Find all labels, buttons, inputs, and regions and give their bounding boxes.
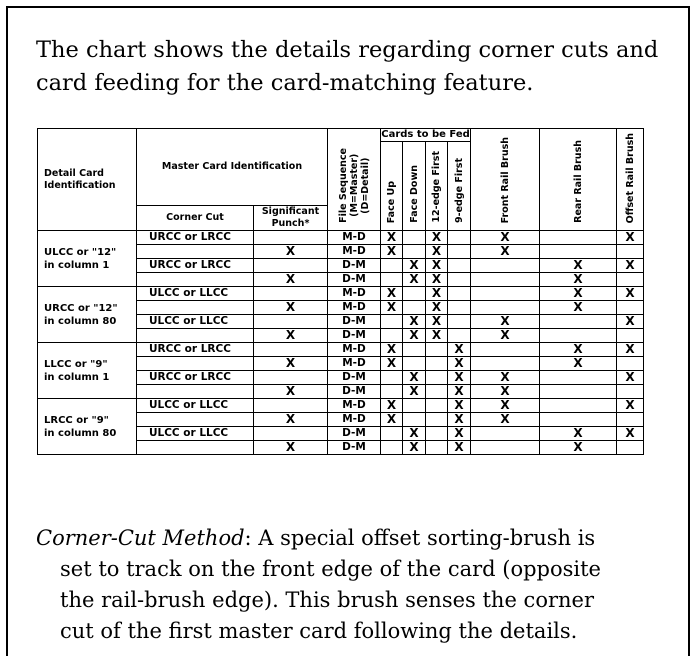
detail-identification-text: ULCC or "12" — [44, 246, 117, 258]
nine-edge-cell — [448, 301, 471, 315]
detail-identification-text: in column 1 — [44, 259, 110, 271]
face-down-cell: X — [403, 385, 426, 399]
detail-identification-text: in column 1 — [44, 371, 110, 383]
file-sequence-cell: M-D — [328, 413, 381, 427]
detail-card-header — [38, 129, 137, 231]
detail-identification-text: LRCC or "9" — [44, 414, 109, 426]
offset-rail-cell — [617, 245, 644, 259]
header-text: File Sequence — [337, 148, 349, 223]
nine-edge-cell: X — [448, 427, 471, 441]
rear-rail-cell: X — [540, 301, 617, 315]
twelve-edge-cell: X — [426, 231, 448, 245]
nine-edge-cell — [448, 329, 471, 343]
front-rail-cell — [471, 343, 540, 357]
punch-cell: X — [254, 245, 328, 259]
paragraph-line: cut of the first master card following the details. — [60, 619, 578, 643]
corner-cut-cell — [137, 357, 254, 371]
face-up-cell: X — [381, 413, 403, 427]
document-page — [6, 6, 690, 656]
rear-rail-cell — [540, 399, 617, 413]
header-text: Punch* — [271, 218, 310, 229]
face-down-cell: X — [403, 441, 426, 455]
rear-rail-cell — [540, 245, 617, 259]
twelve-edge-cell: X — [426, 273, 448, 287]
front-rail-cell: X — [471, 245, 540, 259]
twelve-edge-cell — [426, 441, 448, 455]
corner-cut-header: Corner Cut — [137, 206, 254, 231]
face-up-cell — [381, 329, 403, 343]
header-text: Significant — [261, 206, 320, 217]
corner-cut-cell — [137, 245, 254, 259]
face-down-cell: X — [403, 427, 426, 441]
nine-edge-cell: X — [448, 399, 471, 413]
master-card-header: Master Card Identification — [137, 129, 328, 206]
front-rail-cell: X — [471, 231, 540, 245]
face-up-cell — [381, 273, 403, 287]
nine-edge-cell: X — [448, 441, 471, 455]
punch-cell: X — [254, 413, 328, 427]
paragraph-text: : A special offset sorting-brush is — [244, 526, 596, 550]
corner-cut-cell: URCC or LRCC — [137, 343, 254, 357]
corner-cut-cell — [137, 385, 254, 399]
punch-cell — [254, 259, 328, 273]
front-rail-cell: X — [471, 371, 540, 385]
file-sequence-cell: D-M — [328, 329, 381, 343]
nine-edge-cell — [448, 315, 471, 329]
front-rail-brush-header: Front Rail Brush — [471, 129, 540, 231]
detail-identification-cell — [38, 287, 137, 343]
nine-edge-cell: X — [448, 343, 471, 357]
file-sequence-cell: D-M — [328, 315, 381, 329]
face-up-cell: X — [381, 399, 403, 413]
file-sequence-header — [328, 129, 381, 231]
punch-cell: X — [254, 441, 328, 455]
face-up-cell: X — [381, 231, 403, 245]
detail-identification-text: URCC or "12" — [44, 302, 118, 314]
nine-edge-cell: X — [448, 385, 471, 399]
offset-rail-cell — [617, 273, 644, 287]
offset-rail-cell — [617, 357, 644, 371]
corner-cut-cell: ULCC or LLCC — [137, 315, 254, 329]
file-sequence-cell: M-D — [328, 399, 381, 413]
rear-rail-cell — [540, 329, 617, 343]
twelve-edge-cell: X — [426, 315, 448, 329]
table-body — [38, 129, 644, 455]
corner-cut-cell — [137, 441, 254, 455]
rear-rail-cell — [540, 385, 617, 399]
face-up-cell — [381, 385, 403, 399]
twelve-edge-cell — [426, 413, 448, 427]
rear-rail-cell: X — [540, 259, 617, 273]
corner-cut-cell: URCC or LRCC — [137, 371, 254, 385]
punch-cell — [254, 343, 328, 357]
punch-cell — [254, 427, 328, 441]
punch-cell — [254, 287, 328, 301]
offset-rail-cell — [617, 385, 644, 399]
detail-identification-cell — [38, 399, 137, 455]
file-sequence-cell: D-M — [328, 385, 381, 399]
offset-rail-cell: X — [617, 427, 644, 441]
file-sequence-cell: D-M — [328, 273, 381, 287]
twelve-edge-cell: X — [426, 259, 448, 273]
front-rail-cell — [471, 441, 540, 455]
punch-cell: X — [254, 357, 328, 371]
face-up-cell: X — [381, 287, 403, 301]
face-down-cell — [403, 245, 426, 259]
file-sequence-cell: M-D — [328, 287, 381, 301]
file-sequence-cell: M-D — [328, 343, 381, 357]
offset-rail-cell — [617, 329, 644, 343]
face-up-cell — [381, 371, 403, 385]
nine-edge-cell — [448, 273, 471, 287]
file-sequence-cell: D-M — [328, 441, 381, 455]
intro-line: card feeding for the card-matching feature. — [36, 70, 534, 96]
twelve-edge-cell: X — [426, 245, 448, 259]
twelve-edge-cell — [426, 399, 448, 413]
nine-edge-cell: X — [448, 413, 471, 427]
rear-rail-cell: X — [540, 273, 617, 287]
header-text: Identification — [44, 179, 116, 191]
front-rail-cell: X — [471, 329, 540, 343]
header-row — [38, 129, 644, 142]
face-down-cell — [403, 301, 426, 315]
cards-to-be-fed-header: Cards to be Fed — [381, 129, 470, 140]
detail-identification-cell — [38, 343, 137, 399]
twelve-edge-cell — [426, 385, 448, 399]
rear-rail-cell: X — [540, 287, 617, 301]
file-sequence-cell: M-D — [328, 231, 381, 245]
front-rail-cell — [471, 273, 540, 287]
significant-punch-header — [254, 206, 328, 231]
face-down-cell — [403, 413, 426, 427]
face-down-cell — [403, 357, 426, 371]
face-down-cell — [403, 231, 426, 245]
nine-edge-cell — [448, 245, 471, 259]
twelve-edge-cell: X — [426, 329, 448, 343]
file-sequence-cell: M-D — [328, 245, 381, 259]
offset-rail-cell: X — [617, 287, 644, 301]
rear-rail-cell — [540, 413, 617, 427]
offset-rail-cell: X — [617, 371, 644, 385]
table-row — [38, 287, 644, 301]
nine-edge-cell — [448, 287, 471, 301]
front-rail-cell — [471, 357, 540, 371]
punch-cell — [254, 371, 328, 385]
file-sequence-cell: M-D — [328, 301, 381, 315]
file-sequence-cell: M-D — [328, 357, 381, 371]
front-rail-cell: X — [471, 315, 540, 329]
nine-edge-cell — [448, 231, 471, 245]
punch-cell: X — [254, 329, 328, 343]
face-down-cell: X — [403, 259, 426, 273]
offset-rail-cell: X — [617, 259, 644, 273]
punch-cell — [254, 315, 328, 329]
rear-rail-cell: X — [540, 343, 617, 357]
twelve-edge-cell: X — [426, 301, 448, 315]
corner-cut-cell — [137, 329, 254, 343]
rear-rail-brush-header: Rear Rail Brush — [540, 129, 617, 231]
paragraph-line: the rail-brush edge). This brush senses the corner — [60, 588, 594, 612]
face-up-cell — [381, 441, 403, 455]
detail-identification-text: in column 80 — [44, 427, 117, 439]
punch-cell — [254, 231, 328, 245]
corner-cut-cell — [137, 301, 254, 315]
header-text: (D=Detail) — [359, 157, 371, 214]
file-sequence-cell: D-M — [328, 427, 381, 441]
front-rail-cell — [471, 287, 540, 301]
front-rail-cell: X — [471, 413, 540, 427]
table-row — [38, 399, 644, 413]
offset-rail-cell — [617, 301, 644, 315]
front-rail-cell — [471, 259, 540, 273]
nine-edge-cell: X — [448, 357, 471, 371]
intro-line: The chart shows the details regarding corner cuts and — [36, 37, 659, 63]
card-matching-table — [37, 128, 644, 455]
face-up-cell — [381, 427, 403, 441]
front-rail-cell: X — [471, 385, 540, 399]
corner-cut-cell: URCC or LRCC — [137, 259, 254, 273]
twelve-edge-cell — [426, 343, 448, 357]
offset-rail-cell — [617, 441, 644, 455]
offset-rail-brush-header: Offset Rail Brush — [617, 129, 644, 231]
rear-rail-cell — [540, 231, 617, 245]
face-up-header: Face Up — [381, 142, 403, 231]
face-up-cell: X — [381, 357, 403, 371]
face-down-cell: X — [403, 329, 426, 343]
table-row — [38, 231, 644, 245]
face-up-cell — [381, 315, 403, 329]
rear-rail-cell — [540, 315, 617, 329]
rear-rail-cell: X — [540, 427, 617, 441]
front-rail-cell — [471, 301, 540, 315]
nine-edge-cell: X — [448, 371, 471, 385]
punch-cell: X — [254, 301, 328, 315]
face-down-cell — [403, 399, 426, 413]
header-text: (M=Master) — [348, 153, 360, 218]
corner-cut-paragraph — [36, 523, 686, 647]
face-up-cell — [381, 259, 403, 273]
intro-paragraph — [36, 34, 686, 100]
front-rail-cell — [471, 427, 540, 441]
face-down-cell — [403, 287, 426, 301]
face-down-cell: X — [403, 371, 426, 385]
offset-rail-cell — [617, 413, 644, 427]
nine-edge-cell — [448, 259, 471, 273]
twelve-edge-cell — [426, 427, 448, 441]
face-up-cell: X — [381, 245, 403, 259]
twelve-edge-cell — [426, 357, 448, 371]
corner-cut-cell: ULCC or LLCC — [137, 399, 254, 413]
punch-cell — [254, 399, 328, 413]
twelve-edge-cell — [426, 371, 448, 385]
file-sequence-cell: D-M — [328, 371, 381, 385]
file-sequence-cell: D-M — [328, 259, 381, 273]
offset-rail-cell: X — [617, 231, 644, 245]
term-corner-cut-method: Corner-Cut Method — [36, 526, 245, 550]
corner-cut-cell: ULCC or LLCC — [137, 287, 254, 301]
table-row — [38, 343, 644, 357]
corner-cut-cell — [137, 273, 254, 287]
twelve-edge-cell: X — [426, 287, 448, 301]
paragraph-line: set to track on the front edge of the card (opposite — [60, 557, 601, 581]
corner-cut-cell: ULCC or LLCC — [137, 427, 254, 441]
rear-rail-cell: X — [540, 357, 617, 371]
offset-rail-cell: X — [617, 343, 644, 357]
nine-edge-first-header: 9-edge First — [448, 142, 471, 231]
face-up-cell: X — [381, 301, 403, 315]
corner-cut-cell — [137, 413, 254, 427]
header-text: Detail Card — [44, 167, 104, 179]
punch-cell: X — [254, 273, 328, 287]
face-down-cell: X — [403, 273, 426, 287]
face-down-cell — [403, 343, 426, 357]
rear-rail-cell — [540, 371, 617, 385]
detail-identification-text: in column 80 — [44, 315, 117, 327]
face-down-header: Face Down — [403, 142, 426, 231]
offset-rail-cell: X — [617, 315, 644, 329]
rear-rail-cell: X — [540, 441, 617, 455]
front-rail-cell: X — [471, 399, 540, 413]
punch-cell: X — [254, 385, 328, 399]
face-down-cell: X — [403, 315, 426, 329]
face-up-cell: X — [381, 343, 403, 357]
offset-rail-cell: X — [617, 399, 644, 413]
detail-identification-cell — [38, 231, 137, 287]
corner-cut-cell: URCC or LRCC — [137, 231, 254, 245]
twelve-edge-first-header: 12-edge First — [426, 142, 448, 231]
detail-identification-text: LLCC or "9" — [44, 358, 108, 370]
